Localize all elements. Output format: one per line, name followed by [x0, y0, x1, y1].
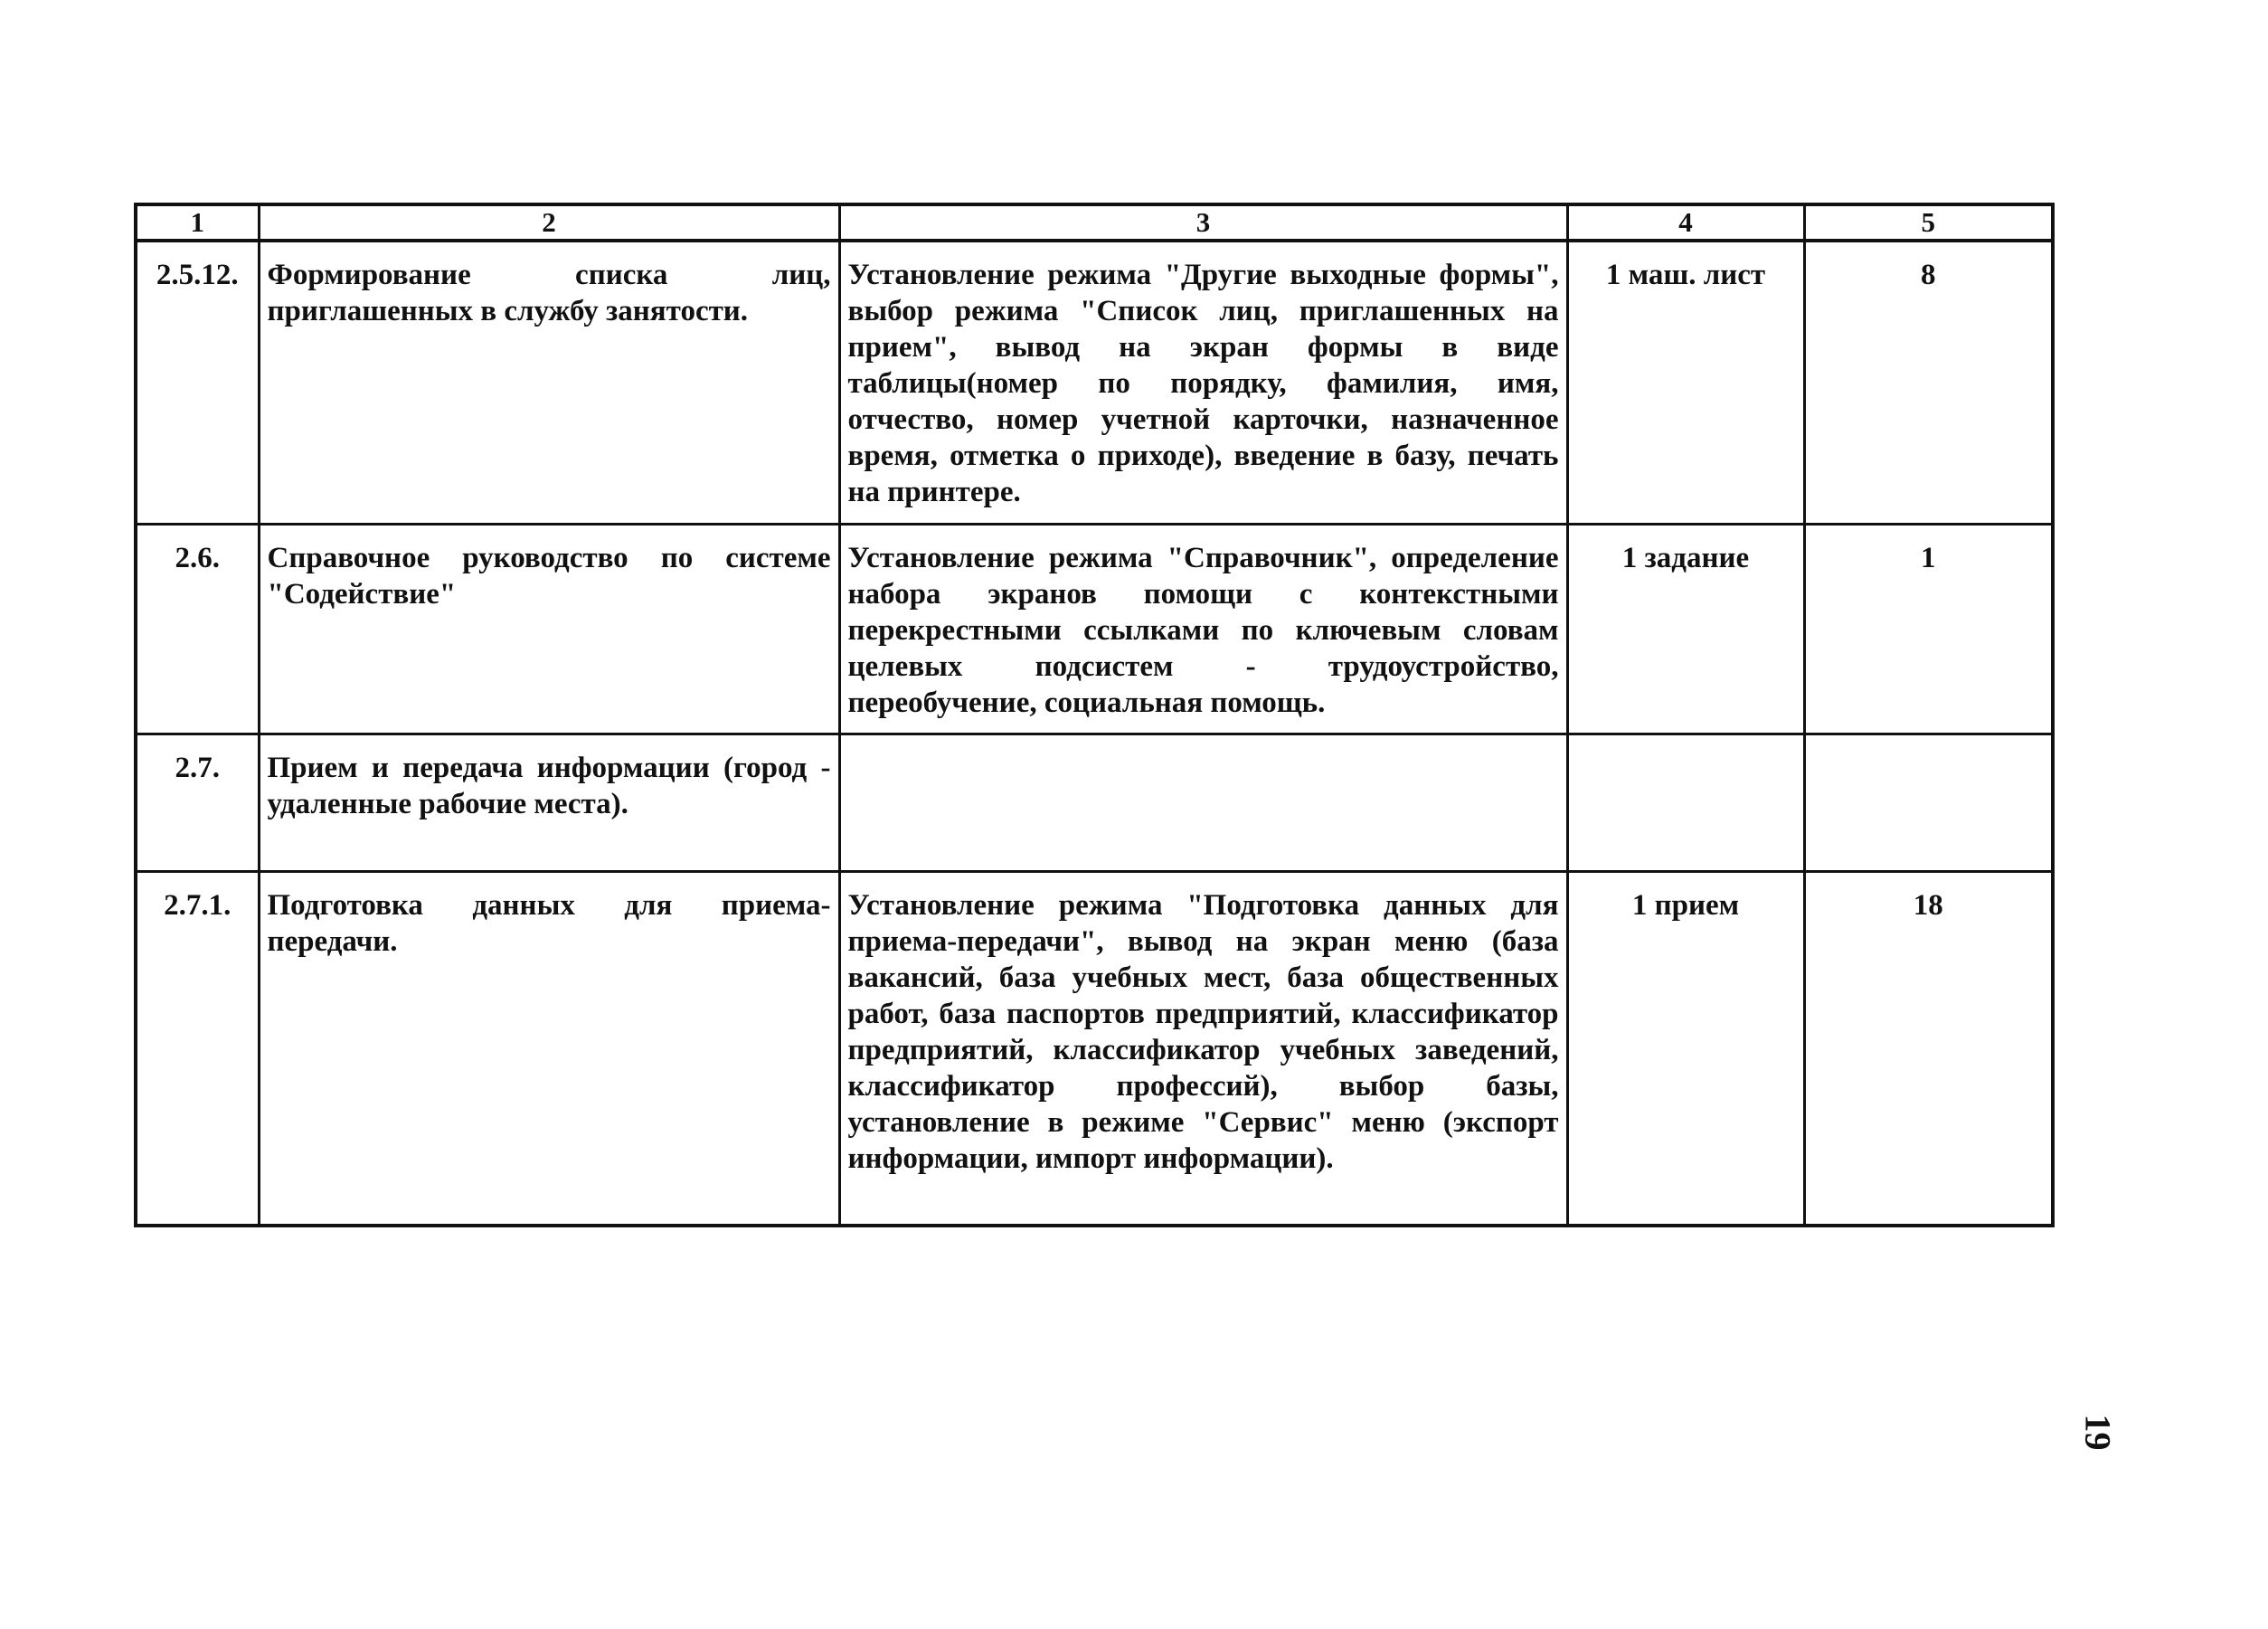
- time-norm: 18: [1804, 871, 2053, 1226]
- work-name: Справочное руководство по системе "Содействие": [259, 524, 839, 734]
- column-number: 1: [136, 204, 259, 241]
- measure-unit: 1 прием: [1567, 871, 1804, 1226]
- table-row: [136, 734, 2053, 871]
- item-number: 2.5.12.: [136, 241, 259, 524]
- time-norm: 8: [1804, 241, 2053, 524]
- table-row: [136, 871, 2053, 1226]
- column-number-row: [136, 204, 2053, 241]
- item-number: 2.7.: [136, 734, 259, 871]
- work-description: Установление режима "Подготовка данных для приема-передачи", вывод на экран меню (база вакансий, база учебных мест, база общественных работ, база паспортов предприятий, классификатор предприятий, классификатор учебных заведений, классификатор профессий), выбор базы, установление в режиме "Сервис" меню (экспорт информации, импорт информации).: [839, 871, 1567, 1226]
- measure-unit: 1 маш. лист: [1567, 241, 1804, 524]
- item-number: 2.7.1.: [136, 871, 259, 1226]
- work-name: Подготовка данных для приема-передачи.: [259, 871, 839, 1226]
- table-row: [136, 524, 2053, 734]
- work-name: Формирование списка лиц, приглашенных в службу занятости.: [259, 241, 839, 524]
- time-norm: 1: [1804, 524, 2053, 734]
- measure-unit: 1 задание: [1567, 524, 1804, 734]
- column-number: 5: [1804, 204, 2053, 241]
- page-number: 19: [2077, 1414, 2119, 1451]
- work-description: Установление режима "Другие выходные формы", выбор режима "Список лиц, приглашенных на прием", вывод на экран формы в виде таблицы(номер по порядку, фамилия, имя, отчество, номер учетной карточки, назначенное время, отметка о приходе), введение в базу, печать на принтере.: [839, 241, 1567, 524]
- time-norm: [1804, 734, 2053, 871]
- table-row: [136, 241, 2053, 524]
- column-number: 3: [839, 204, 1567, 241]
- work-norms-table: [134, 203, 2055, 1227]
- column-number: 4: [1567, 204, 1804, 241]
- work-name: Прием и передача информации (город - удаленные рабочие места).: [259, 734, 839, 871]
- work-description: [839, 734, 1567, 871]
- column-number: 2: [259, 204, 839, 241]
- work-description: Установление режима "Справочник", определение набора экранов помощи с контекстными перекрестными ссылками по ключевым словам целевых подсистем - трудоустройство, переобучение, социальная помощь.: [839, 524, 1567, 734]
- measure-unit: [1567, 734, 1804, 871]
- item-number: 2.6.: [136, 524, 259, 734]
